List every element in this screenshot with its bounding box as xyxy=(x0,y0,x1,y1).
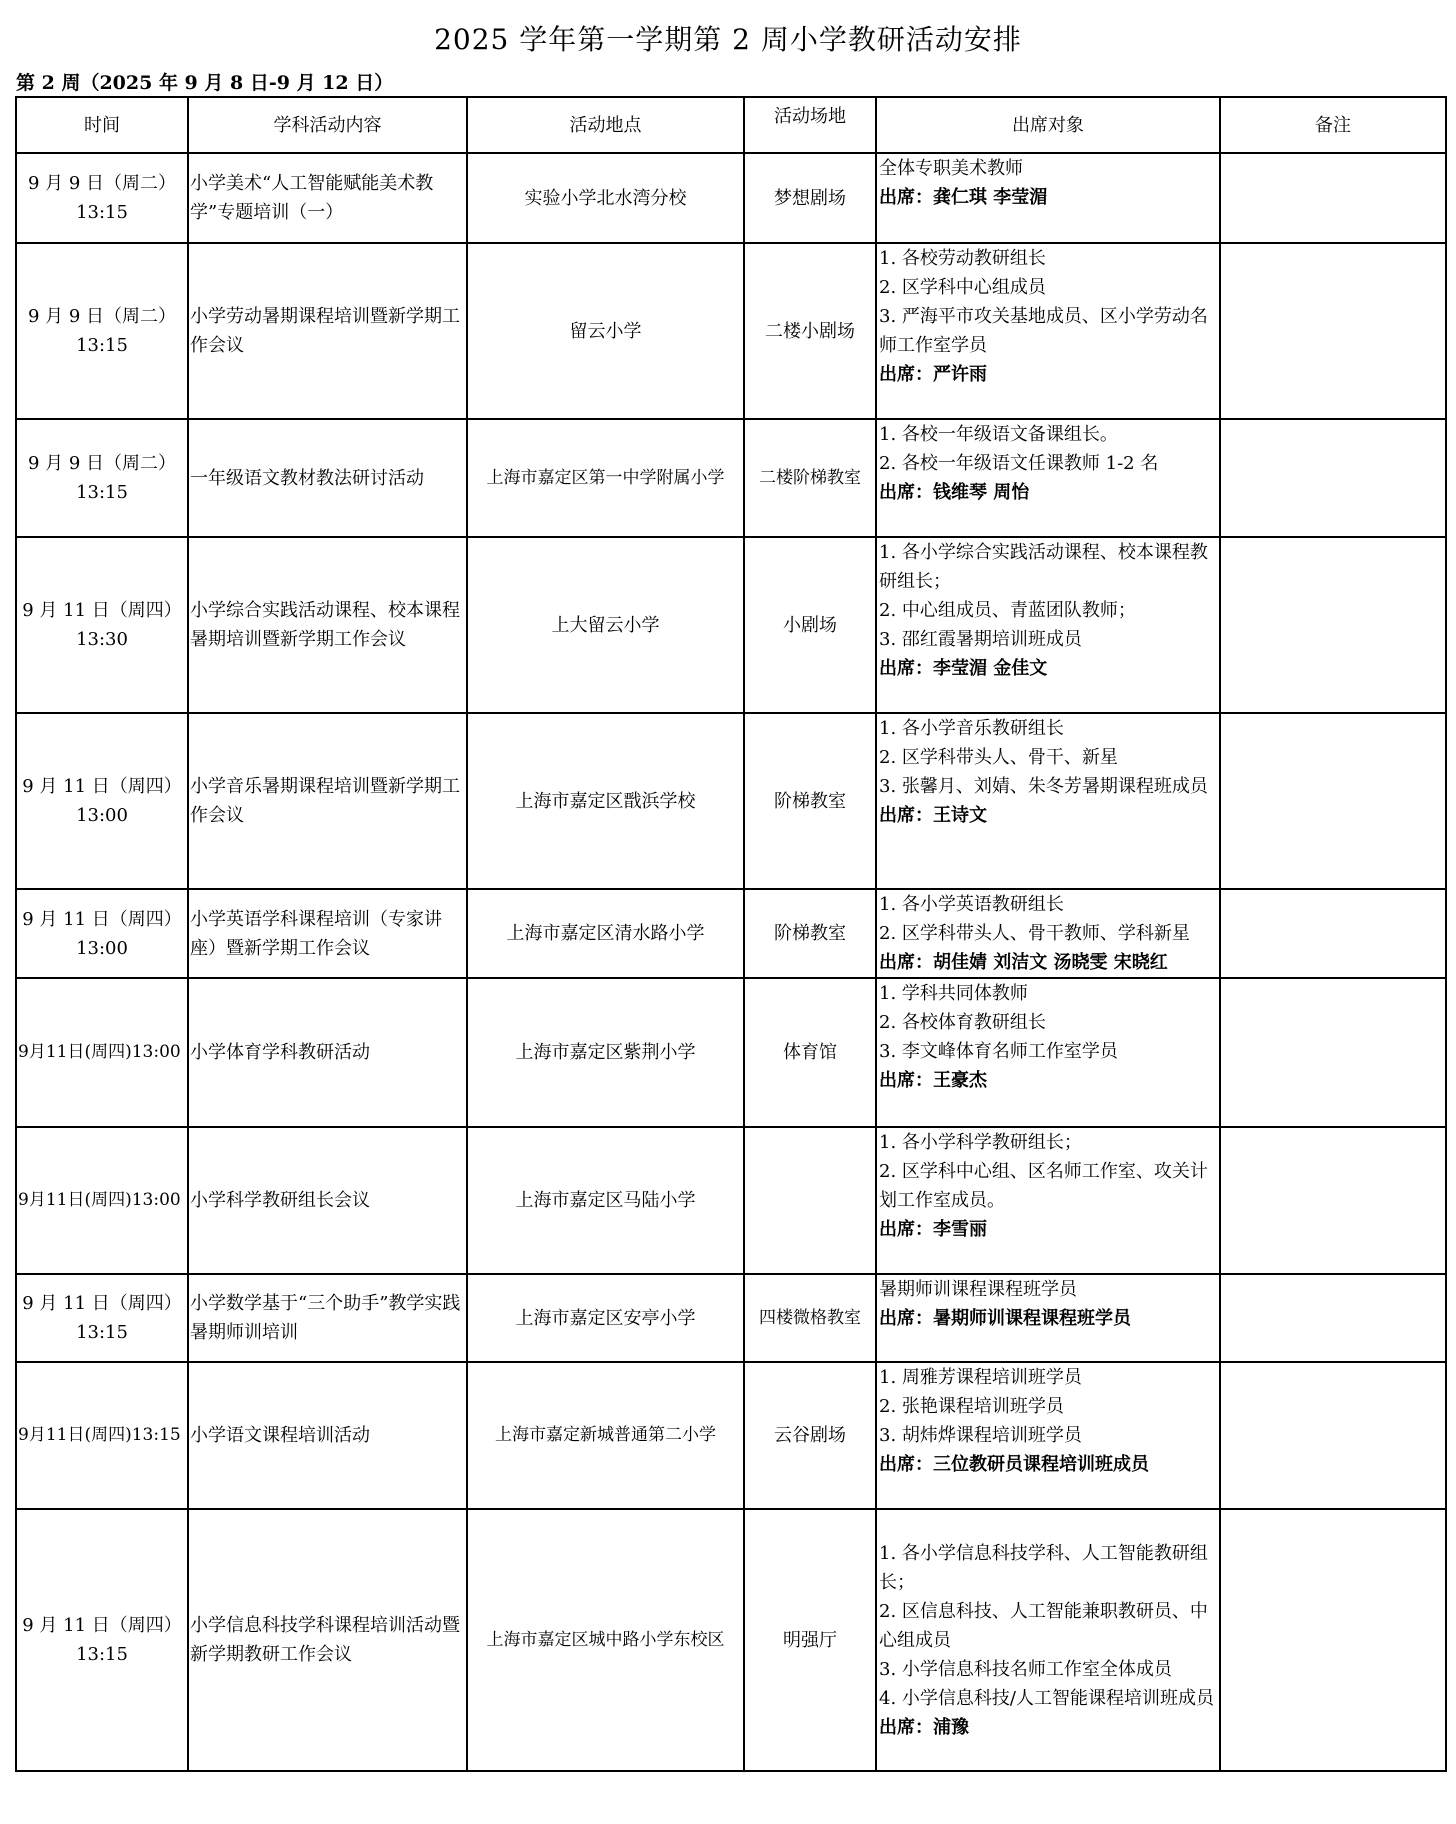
venue-cell: 梦想剧场 xyxy=(744,153,876,243)
attendee-line: 3. 邵红霞暑期培训班成员 xyxy=(879,629,1082,650)
attendees-cell xyxy=(876,1274,1220,1362)
time-text: 13:15 xyxy=(76,1322,128,1343)
attendees-cell xyxy=(876,153,1220,243)
content-cell: 小学劳动暑期课程培训暨新学期工作会议 xyxy=(188,243,467,419)
time-cell: 9月11日(周四)13:00 xyxy=(16,1127,188,1274)
venue-cell: 小剧场 xyxy=(744,537,876,713)
time-text: 13:15 xyxy=(76,202,128,223)
attendee-line: 1. 各校一年级语文备课组长。 xyxy=(879,424,1118,445)
attend-line: 出席：龚仁琪 李莹湄 xyxy=(879,187,1048,208)
time-cell: 9月11日(周四)13:00 xyxy=(16,978,188,1127)
header-remarks: 备注 xyxy=(1220,97,1446,153)
time-text: 13:00 xyxy=(76,805,128,826)
page-title: 2025 学年第一学期第 2 周小学教研活动安排 xyxy=(434,23,1022,56)
attendees-cell xyxy=(876,1362,1220,1509)
attendee-line: 2. 张艳课程培训班学员 xyxy=(879,1396,1064,1417)
attend-line: 出席：三位教研员课程培训班成员 xyxy=(879,1454,1149,1475)
remarks-cell xyxy=(1220,1362,1446,1509)
time-cell: 9月11日(周四)13:15 xyxy=(16,1362,188,1509)
time-text: 13:15 xyxy=(76,335,128,356)
attendee-line: 3. 李文峰体育名师工作室学员 xyxy=(879,1041,1118,1062)
date-text: 9 月 11 日（周四） xyxy=(22,1293,182,1314)
time-cell xyxy=(16,1509,188,1771)
schedule-table-bottom xyxy=(15,977,1447,1772)
table-row xyxy=(16,1127,1446,1274)
attendee-line: 暑期师训课程课程班学员 xyxy=(879,1279,1077,1300)
remarks-cell xyxy=(1220,537,1446,713)
location-cell: 上海市嘉定区紫荆小学 xyxy=(467,978,744,1127)
attendee-line: 1. 学科共同体教师 xyxy=(879,983,1028,1004)
time-cell xyxy=(16,889,188,978)
content-cell: 一年级语文教材教法研讨活动 xyxy=(188,419,467,537)
venue-cell: 二楼阶梯教室 xyxy=(744,419,876,537)
time-text: 13:15 xyxy=(76,482,128,503)
attend-line: 出席：王诗文 xyxy=(879,805,987,826)
remarks-cell xyxy=(1220,1127,1446,1274)
venue-cell: 体育馆 xyxy=(744,978,876,1127)
venue-cell: 四楼微格教室 xyxy=(744,1274,876,1362)
location-cell: 实验小学北水湾分校 xyxy=(467,153,744,243)
remarks-cell xyxy=(1220,889,1446,978)
date-text: 9 月 11 日（周四） xyxy=(22,776,182,797)
attendee-line: 全体专职美术教师 xyxy=(879,158,1023,179)
content-cell: 小学数学基于“三个助手”教学实践暑期师训培训 xyxy=(188,1274,467,1362)
remarks-cell xyxy=(1220,419,1446,537)
location-cell: 上海市嘉定区清水路小学 xyxy=(467,889,744,978)
date-text: 9 月 11 日（周四） xyxy=(22,908,182,930)
date-text: 9 月 11 日（周四） xyxy=(22,1615,182,1636)
attendees-cell xyxy=(876,889,1220,978)
location-cell: 上大留云小学 xyxy=(467,537,744,713)
attend-line: 出席：暑期师训课程课程班学员 xyxy=(879,1308,1131,1329)
attendees-cell xyxy=(876,537,1220,713)
date-text: 9 月 9 日（周二） xyxy=(27,306,177,327)
attendee-line: 2. 中心组成员、青蓝团队教师； xyxy=(879,600,1136,621)
time-cell xyxy=(16,1274,188,1362)
location-cell: 上海市嘉定区戬浜学校 xyxy=(467,713,744,889)
table-row xyxy=(16,243,1446,419)
attend-line: 出席：严许雨 xyxy=(879,364,987,385)
date-text: 9 月 11 日（周四） xyxy=(22,600,182,621)
header-row xyxy=(16,97,1446,153)
venue-cell: 云谷剧场 xyxy=(744,1362,876,1509)
attend-line: 出席：胡佳婧 刘洁文 汤晓雯 宋晓红 xyxy=(879,952,1168,973)
attendee-line: 1. 各小学信息科技学科、人工智能教研组长； xyxy=(879,1542,1208,1593)
venue-cell xyxy=(744,1127,876,1274)
venue-cell: 二楼小剧场 xyxy=(744,243,876,419)
table-row xyxy=(16,1362,1446,1509)
attendee-line: 3. 张馨月、刘婧、朱冬芳暑期课程班成员 xyxy=(879,776,1208,797)
table-row xyxy=(16,1509,1446,1771)
attendee-line: 2. 区学科带头人、骨干、新星 xyxy=(879,747,1118,768)
attendees-cell xyxy=(876,1127,1220,1274)
table-row xyxy=(16,537,1446,713)
content-cell: 小学英语学科课程培训（专家讲座）暨新学期工作会议 xyxy=(188,889,467,978)
content-cell: 小学语文课程培训活动 xyxy=(188,1362,467,1509)
table-row xyxy=(16,419,1446,537)
attendees-cell xyxy=(876,978,1220,1127)
attendees-cell xyxy=(876,713,1220,889)
attendees-cell xyxy=(876,419,1220,537)
time-text: 13:30 xyxy=(76,629,128,650)
venue-cell: 阶梯教室 xyxy=(744,713,876,889)
attend-line: 出席：李雪丽 xyxy=(879,1219,987,1240)
header-time: 时间 xyxy=(16,97,188,153)
location-cell: 上海市嘉定区第一中学附属小学 xyxy=(467,419,744,537)
time-text: 13:15 xyxy=(76,1644,128,1665)
attendee-line: 3. 小学信息科技名师工作室全体成员 xyxy=(879,1658,1172,1680)
time-cell xyxy=(16,713,188,889)
remarks-cell xyxy=(1220,713,1446,889)
venue-cell: 明强厅 xyxy=(744,1509,876,1771)
table-row xyxy=(16,889,1446,978)
attend-line: 出席：钱维琴 周怡 xyxy=(879,482,1030,503)
header-content: 学科活动内容 xyxy=(188,97,467,153)
attendee-line: 1. 各校劳动教研组长 xyxy=(879,248,1046,269)
table-row xyxy=(16,153,1446,243)
location-cell: 留云小学 xyxy=(467,243,744,419)
time-cell xyxy=(16,153,188,243)
remarks-cell xyxy=(1220,978,1446,1127)
content-cell: 小学综合实践活动课程、校本课程暑期培训暨新学期工作会议 xyxy=(188,537,467,713)
remarks-cell xyxy=(1220,1509,1446,1771)
location-cell: 上海市嘉定新城普通第二小学 xyxy=(467,1362,744,1509)
attend-line: 出席：李莹湄 金佳文 xyxy=(879,658,1048,679)
date-text: 9 月 9 日（周二） xyxy=(27,173,177,194)
remarks-cell xyxy=(1220,243,1446,419)
content-cell: 小学音乐暑期课程培训暨新学期工作会议 xyxy=(188,713,467,889)
location-cell: 上海市嘉定区城中路小学东校区 xyxy=(467,1509,744,1771)
remarks-cell xyxy=(1220,1274,1446,1362)
attendee-line: 2. 区学科带头人、骨干教师、学科新星 xyxy=(879,923,1190,944)
attendee-line: 1. 各小学英语教研组长 xyxy=(879,894,1064,915)
table-row xyxy=(16,978,1446,1127)
attendee-line: 2. 区学科中心组成员 xyxy=(879,277,1046,298)
attendee-line: 2. 区信息科技、人工智能兼职教研员、中心组成员 xyxy=(879,1600,1208,1651)
attendee-line: 1. 各小学科学教研组长； xyxy=(879,1132,1082,1153)
attendee-line: 2. 区学科中心组、区名师工作室、攻关计划工作室成员。 xyxy=(879,1161,1208,1211)
content-cell: 小学体育学科教研活动 xyxy=(188,978,467,1127)
attendee-line: 4. 小学信息科技/人工智能课程培训班成员 xyxy=(879,1687,1214,1709)
date-text: 9 月 9 日（周二） xyxy=(27,453,177,474)
attendee-line: 2. 各校一年级语文任课教师 1-2 名 xyxy=(879,453,1159,474)
schedule-table-top xyxy=(15,96,1447,979)
attendee-line: 1. 周雅芳课程培训班学员 xyxy=(879,1367,1082,1388)
header-venue: 活动场地 xyxy=(744,97,876,153)
attendees-cell xyxy=(876,1509,1220,1771)
attendee-line: 3. 严海平市攻关基地成员、区小学劳动名师工作室学员 xyxy=(879,306,1208,356)
attendee-line: 1. 各小学音乐教研组长 xyxy=(879,718,1064,739)
attend-line: 出席：王豪杰 xyxy=(879,1070,987,1091)
content-cell: 小学美术“人工智能赋能美术教学”专题培训（一） xyxy=(188,153,467,243)
location-cell: 上海市嘉定区安亭小学 xyxy=(467,1274,744,1362)
table-row xyxy=(16,713,1446,889)
header-attendees: 出席对象 xyxy=(876,97,1220,153)
time-cell xyxy=(16,419,188,537)
table-row xyxy=(16,1274,1446,1362)
attendee-line: 1. 各小学综合实践活动课程、校本课程教研组长； xyxy=(879,542,1208,592)
attendees-cell xyxy=(876,243,1220,419)
week-label: 第 2 周（2025 年 9 月 8 日-9 月 12 日） xyxy=(16,72,394,94)
venue-cell: 阶梯教室 xyxy=(744,889,876,978)
attend-line: 出席：浦豫 xyxy=(879,1716,969,1738)
header-location: 活动地点 xyxy=(467,97,744,153)
attendee-line: 3. 胡炜烨课程培训班学员 xyxy=(879,1425,1082,1446)
attendee-line: 2. 各校体育教研组长 xyxy=(879,1012,1046,1033)
time-cell xyxy=(16,243,188,419)
content-cell: 小学信息科技学科课程培训活动暨新学期教研工作会议 xyxy=(188,1509,467,1771)
time-cell xyxy=(16,537,188,713)
time-text: 13:00 xyxy=(76,937,128,959)
remarks-cell xyxy=(1220,153,1446,243)
content-cell: 小学科学教研组长会议 xyxy=(188,1127,467,1274)
location-cell: 上海市嘉定区马陆小学 xyxy=(467,1127,744,1274)
